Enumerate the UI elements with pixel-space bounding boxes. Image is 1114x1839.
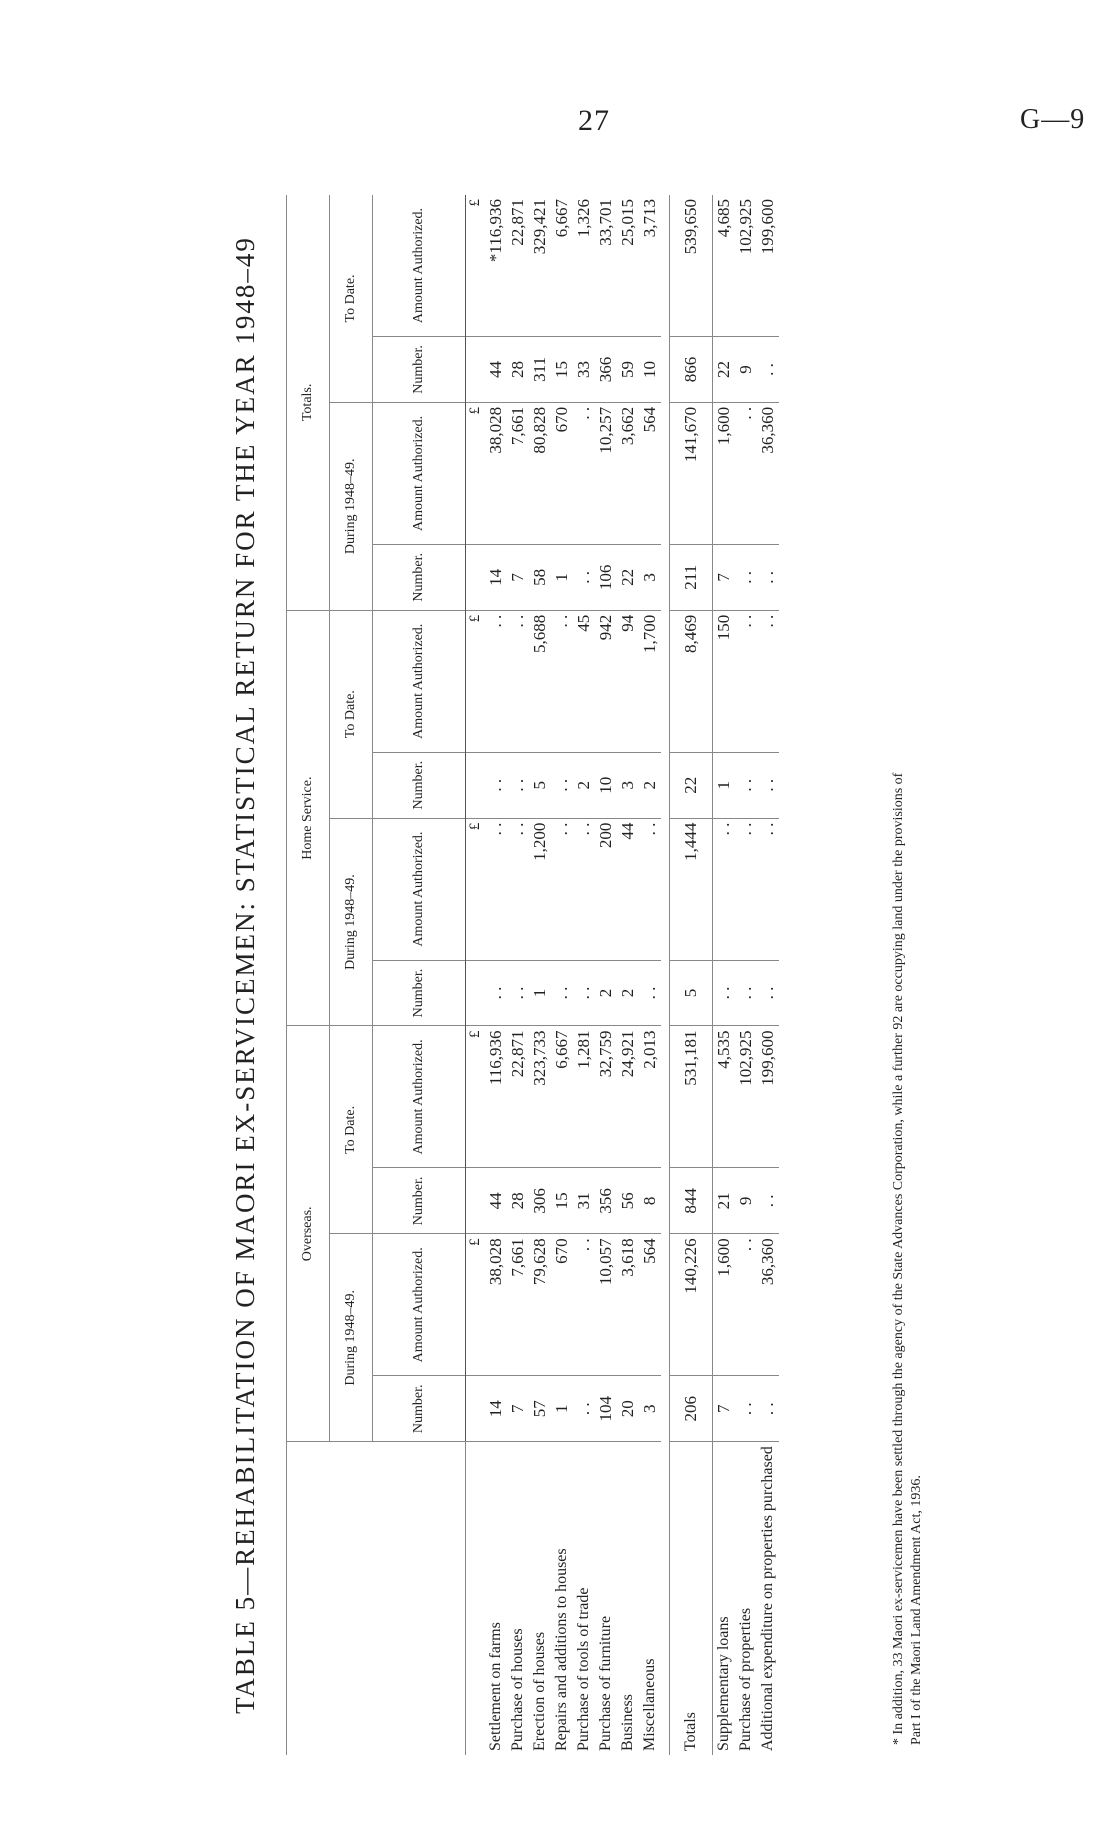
cell-amount: 4,535 xyxy=(713,1026,736,1168)
table-row xyxy=(485,195,507,1755)
cell-number: 7 xyxy=(713,1376,736,1442)
currency-symbol: £ xyxy=(466,1026,486,1168)
cell-amount: . . xyxy=(507,610,529,752)
cell-number: . . xyxy=(573,1376,595,1442)
cell-amount: 32,759 xyxy=(595,1026,617,1168)
cell-amount: 24,921 xyxy=(617,1026,639,1168)
cell-number: 21 xyxy=(713,1168,736,1234)
cell-amount: 564 xyxy=(639,402,661,544)
cell-number: 14 xyxy=(485,544,507,610)
cell-amount: 329,421 xyxy=(529,195,551,337)
column-header-amount: Amount Authorized. xyxy=(373,818,466,960)
cell-number: 15 xyxy=(551,1168,573,1234)
cell-number: 1 xyxy=(551,1376,573,1442)
cell-number: 2 xyxy=(617,960,639,1026)
column-header-number: Number. xyxy=(373,337,466,403)
cell-number: 311 xyxy=(529,337,551,403)
cell-amount: . . xyxy=(573,1234,595,1376)
cell-amount: 7,661 xyxy=(507,1234,529,1376)
cell-number: 59 xyxy=(617,337,639,403)
cell-number: 2 xyxy=(573,752,595,818)
cell-number: 22 xyxy=(617,544,639,610)
cell-number: 20 xyxy=(617,1376,639,1442)
cell-number: . . xyxy=(551,960,573,1026)
cell-number: 7 xyxy=(507,1376,529,1442)
cell-amount: 22,871 xyxy=(507,195,529,337)
cell-number: 106 xyxy=(595,544,617,610)
cell-amount: 10,257 xyxy=(595,402,617,544)
cell-amount: 7,661 xyxy=(507,402,529,544)
table-row xyxy=(713,195,736,1755)
cell-number: 56 xyxy=(617,1168,639,1234)
cell-number: 22 xyxy=(670,752,713,818)
cell-number: 8 xyxy=(639,1168,661,1234)
table-row xyxy=(529,195,551,1755)
row-label: Purchase of houses xyxy=(509,1628,526,1751)
row-label: Settlement on farms xyxy=(487,1622,504,1751)
page-number: 27 xyxy=(578,104,610,137)
cell-number: 10 xyxy=(595,752,617,818)
period-header: To Date. xyxy=(330,610,373,818)
cell-number: . . xyxy=(735,752,757,818)
cell-number: . . xyxy=(757,544,779,610)
column-header-number: Number. xyxy=(373,1376,466,1442)
cell-amount: . . xyxy=(485,610,507,752)
cell-amount: 1,281 xyxy=(573,1026,595,1168)
row-label: Miscellaneous xyxy=(641,1658,658,1751)
column-header-amount: Amount Authorized. xyxy=(373,610,466,752)
cell-number: 306 xyxy=(529,1168,551,1234)
table-row xyxy=(735,195,757,1755)
table-row xyxy=(595,195,617,1755)
cell-amount: 36,360 xyxy=(757,402,779,544)
cell-amount: . . xyxy=(573,818,595,960)
cell-number: 9 xyxy=(735,1168,757,1234)
cell-amount: 33,701 xyxy=(595,195,617,337)
cell-amount: 102,925 xyxy=(735,195,757,337)
currency-symbol: £ xyxy=(466,610,486,752)
cell-number: 1 xyxy=(551,544,573,610)
period-header: During 1948–49. xyxy=(330,818,373,1026)
footnote xyxy=(890,205,925,1745)
cell-amount: . . xyxy=(735,818,757,960)
cell-amount: 1,700 xyxy=(639,610,661,752)
cell-amount: 3,713 xyxy=(639,195,661,337)
cell-number: . . xyxy=(757,1376,779,1442)
group-header-totals: Totals. xyxy=(287,195,330,610)
row-label: Supplementary loans xyxy=(715,1616,732,1751)
cell-amount: 531,181 xyxy=(670,1026,713,1168)
cell-number: 28 xyxy=(507,1168,529,1234)
label-column-header xyxy=(287,1442,466,1755)
cell-amount: . . xyxy=(551,818,573,960)
row-label: Purchase of furniture xyxy=(597,1615,614,1751)
cell-amount: . . xyxy=(485,818,507,960)
column-header-amount: Amount Authorized. xyxy=(373,402,466,544)
cell-amount: 2,013 xyxy=(639,1026,661,1168)
cell-number: 866 xyxy=(670,337,713,403)
rotated-table-region xyxy=(230,195,930,1755)
table-row xyxy=(639,195,661,1755)
cell-number: 2 xyxy=(639,752,661,818)
cell-amount: 10,057 xyxy=(595,1234,617,1376)
cell-number: 206 xyxy=(670,1376,713,1442)
cell-number: 366 xyxy=(595,337,617,403)
row-label: Totals xyxy=(670,1442,713,1755)
cell-number: 356 xyxy=(595,1168,617,1234)
row-label: Repairs and additions to houses xyxy=(553,1548,570,1751)
cell-number: 3 xyxy=(617,752,639,818)
cell-number: . . xyxy=(757,752,779,818)
row-label: Purchase of properties xyxy=(737,1607,754,1751)
cell-amount: 670 xyxy=(551,1234,573,1376)
cell-amount: 5,688 xyxy=(529,610,551,752)
cell-amount: *116,936 xyxy=(485,195,507,337)
table-title: TABLE 5—REHABILITATION OF MAORI EX-SERVICEMEN: STATISTICAL RETURN FOR THE YEAR 1948–49 xyxy=(230,236,260,1714)
cell-amount: 102,925 xyxy=(735,1026,757,1168)
cell-amount: 3,662 xyxy=(617,402,639,544)
totals-row xyxy=(670,195,713,1755)
table-row xyxy=(757,195,779,1755)
cell-number: 15 xyxy=(551,337,573,403)
spacer-cell xyxy=(661,195,670,1755)
cell-amount: . . xyxy=(757,818,779,960)
cell-number: . . xyxy=(735,960,757,1026)
cell-number: 28 xyxy=(507,337,529,403)
footnote-line: Part I of the Maori Land Amendment Act, 1936. xyxy=(908,1475,924,1745)
cell-number: . . xyxy=(485,960,507,1026)
cell-amount: 44 xyxy=(617,818,639,960)
cell-number: 2 xyxy=(595,960,617,1026)
group-header-home-service: Home Service. xyxy=(287,610,330,1026)
cell-number: . . xyxy=(485,752,507,818)
spacer-row xyxy=(661,195,670,1755)
cell-amount: . . xyxy=(735,402,757,544)
totals-section xyxy=(670,195,713,1755)
cell-amount: 1,326 xyxy=(573,195,595,337)
cell-amount: . . xyxy=(757,610,779,752)
table-row xyxy=(573,195,595,1755)
cell-amount: . . xyxy=(573,402,595,544)
data-rows xyxy=(485,195,670,1755)
currency-symbol: £ xyxy=(466,818,486,960)
cell-number: . . xyxy=(639,960,661,1026)
cell-number: 1 xyxy=(713,752,736,818)
cell-amount: 36,360 xyxy=(757,1234,779,1376)
cell-amount: 564 xyxy=(639,1234,661,1376)
cell-amount: 323,733 xyxy=(529,1026,551,1168)
cell-amount: 1,600 xyxy=(713,402,736,544)
cell-amount: 670 xyxy=(551,402,573,544)
extra-rows xyxy=(713,195,780,1755)
cell-number: 3 xyxy=(639,544,661,610)
cell-number: . . xyxy=(757,1168,779,1234)
cell-amount: 6,667 xyxy=(551,195,573,337)
currency-symbol: £ xyxy=(466,1234,486,1376)
row-label: Business xyxy=(619,1694,636,1751)
cell-number: . . xyxy=(507,960,529,1026)
table-row xyxy=(617,195,639,1755)
cell-number: 22 xyxy=(713,337,736,403)
cell-amount: 6,667 xyxy=(551,1026,573,1168)
group-header-overseas: Overseas. xyxy=(287,1026,330,1442)
cell-amount: 80,828 xyxy=(529,402,551,544)
cell-number: 44 xyxy=(485,1168,507,1234)
table-row xyxy=(507,195,529,1755)
cell-number: . . xyxy=(757,337,779,403)
cell-number: . . xyxy=(735,1376,757,1442)
statistical-return-table xyxy=(286,195,779,1755)
cell-number: . . xyxy=(573,544,595,610)
row-label: Purchase of tools of trade xyxy=(575,1587,592,1751)
cell-amount: 150 xyxy=(713,610,736,752)
column-header-amount: Amount Authorized. xyxy=(373,195,466,337)
column-header-amount: Amount Authorized. xyxy=(373,1026,466,1168)
cell-amount: . . xyxy=(551,610,573,752)
currency-symbol: £ xyxy=(466,195,486,337)
cell-number: 9 xyxy=(735,337,757,403)
cell-amount: 1,200 xyxy=(529,818,551,960)
cell-amount: 116,936 xyxy=(485,1026,507,1168)
cell-amount: 8,469 xyxy=(670,610,713,752)
cell-amount: 45 xyxy=(573,610,595,752)
document-code: G—9 xyxy=(1020,104,1086,135)
cell-number: 211 xyxy=(670,544,713,610)
column-header-number: Number. xyxy=(373,752,466,818)
column-header-number: Number. xyxy=(373,544,466,610)
row-label: Additional expenditure on properties purchased xyxy=(759,1446,776,1751)
cell-number: 58 xyxy=(529,544,551,610)
cell-number: 33 xyxy=(573,337,595,403)
cell-number: 5 xyxy=(670,960,713,1026)
cell-number: . . xyxy=(713,960,736,1026)
cell-amount: 199,600 xyxy=(757,1026,779,1168)
period-header: During 1948–49. xyxy=(330,1234,373,1442)
currency-symbol: £ xyxy=(466,402,486,544)
cell-number: 10 xyxy=(639,337,661,403)
period-header: During 1948–49. xyxy=(330,402,373,610)
cell-number: 104 xyxy=(595,1376,617,1442)
cell-amount: 79,628 xyxy=(529,1234,551,1376)
column-header-number: Number. xyxy=(373,960,466,1026)
cell-amount: . . xyxy=(639,818,661,960)
cell-amount: 1,600 xyxy=(713,1234,736,1376)
cell-amount: 1,444 xyxy=(670,818,713,960)
row-label: Erection of houses xyxy=(531,1631,548,1751)
cell-number: 44 xyxy=(485,337,507,403)
cell-amount: . . xyxy=(735,610,757,752)
cell-amount: . . xyxy=(507,818,529,960)
cell-amount: 140,226 xyxy=(670,1234,713,1376)
cell-number: . . xyxy=(507,752,529,818)
currency-row xyxy=(466,195,486,1755)
column-header-number: Number. xyxy=(373,1168,466,1234)
cell-number: . . xyxy=(551,752,573,818)
cell-amount: 141,670 xyxy=(670,402,713,544)
cell-number: 5 xyxy=(529,752,551,818)
cell-amount: . . xyxy=(735,1234,757,1376)
table-row xyxy=(551,195,573,1755)
cell-number: . . xyxy=(573,960,595,1026)
column-header-amount: Amount Authorized. xyxy=(373,1234,466,1376)
cell-number: 31 xyxy=(573,1168,595,1234)
period-header: To Date. xyxy=(330,1026,373,1234)
cell-amount: 199,600 xyxy=(757,195,779,337)
footnote-line: * In addition, 33 Maori ex-servicemen have been settled through the agency of the State Advances Corporation, while a further 92 are occupying land under the provisions of xyxy=(891,772,906,1745)
cell-number: 7 xyxy=(713,544,736,610)
cell-amount: 4,685 xyxy=(713,195,736,337)
cell-amount: . . xyxy=(713,818,736,960)
cell-amount: 200 xyxy=(595,818,617,960)
cell-amount: 22,871 xyxy=(507,1026,529,1168)
cell-number: 57 xyxy=(529,1376,551,1442)
cell-number: 7 xyxy=(507,544,529,610)
cell-amount: 539,650 xyxy=(670,195,713,337)
cell-amount: 38,028 xyxy=(485,1234,507,1376)
cell-amount: 3,618 xyxy=(617,1234,639,1376)
cell-amount: 942 xyxy=(595,610,617,752)
cell-number: 1 xyxy=(529,960,551,1026)
cell-amount: 25,015 xyxy=(617,195,639,337)
cell-number: 844 xyxy=(670,1168,713,1234)
cell-number: 14 xyxy=(485,1376,507,1442)
cell-amount: 94 xyxy=(617,610,639,752)
cell-number: . . xyxy=(735,544,757,610)
cell-number: . . xyxy=(757,960,779,1026)
cell-amount: 38,028 xyxy=(485,402,507,544)
period-header: To Date. xyxy=(330,195,373,402)
cell-number: 3 xyxy=(639,1376,661,1442)
